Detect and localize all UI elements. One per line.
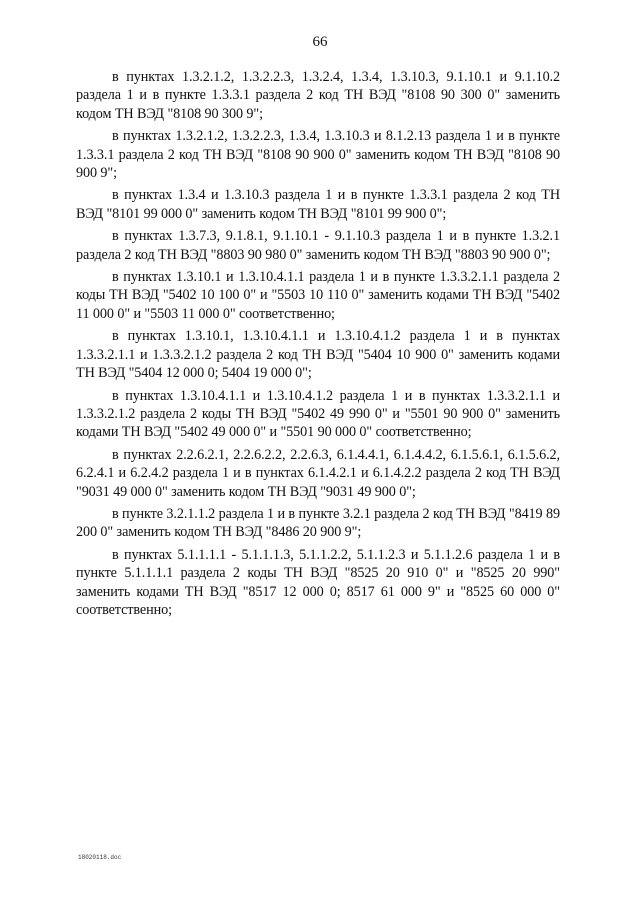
paragraph: в пункте 3.2.1.1.2 раздела 1 и в пункте 3.2.1 раздела 2 код ТН ВЭД "8419 89 200 0" заменить кодом ТН ВЭД "8486 20 900 9"; bbox=[76, 505, 560, 541]
paragraph: в пунктах 1.3.7.3, 9.1.8.1, 9.1.10.1 - 9.1.10.3 раздела 1 и в пункте 1.3.2.1 раздела 2 код ТН ВЭД "8803 90 980 0" заменить кодом ТН ВЭД "8803 90 900 0"; bbox=[76, 228, 560, 263]
footer-document-code: 18020118.doc bbox=[78, 854, 122, 861]
paragraph: в пунктах 2.2.6.2.1, 2.2.6.2.2, 2.2.6.3, 6.1.4.4.1, 6.1.4.4.2, 6.1.5.6.1, 6.1.5.6.2, 6.2.4.1 и 6.2.4.2 раздела 1 и в пунктах 6.1.4.2.1 и 6.1.4.2.2 раздела 2 код ТН ВЭД "9031 49 000 0" заменить кодом ТН ВЭД "9031 49 900 0"; bbox=[76, 446, 560, 500]
paragraph: в пунктах 1.3.2.1.2, 1.3.2.2.3, 1.3.4, 1.3.10.3 и 8.1.2.13 раздела 1 и в пункте 1.3.3.1 раздела 2 код ТН ВЭД "8108 90 900 0" заменить кодом ТН ВЭД "8108 90 900 9"; bbox=[76, 128, 560, 182]
paragraph: в пунктах 1.3.10.4.1.1 и 1.3.10.4.1.2 раздела 1 и в пунктах 1.3.3.2.1.1 и 1.3.3.2.1.2 раздела 2 коды ТН ВЭД "5402 49 990 0" и "5501 90 900 0" заменить кодами ТН ВЭД "5402 49 000 0" и "5501 90 000 0" соответственно; bbox=[76, 387, 560, 441]
paragraph: в пунктах 5.1.1.1.1 - 5.1.1.1.3, 5.1.1.2.2, 5.1.1.2.3 и 5.1.1.2.6 раздела 1 и в пункте 5.1.1.1.1 раздела 2 коды ТН ВЭД "8525 20 910 0" и "8525 20 990" заменить кодами ТН ВЭД "8517 12 000 0; 8517 61 000 9" и "8525 60 000 0" соответственно; bbox=[76, 546, 560, 618]
paragraph: в пунктах 1.3.4 и 1.3.10.3 раздела 1 и в пункте 1.3.3.1 раздела 2 код ТН ВЭД "8101 99 000 0" заменить кодом ТН ВЭД "8101 99 900 0"; bbox=[76, 187, 560, 222]
document-body bbox=[76, 68, 560, 623]
page-number: 66 bbox=[312, 34, 328, 50]
paragraph: в пунктах 1.3.10.1, 1.3.10.4.1.1 и 1.3.10.4.1.2 раздела 1 и в пунктах 1.3.3.2.1.1 и 1.3.3.2.1.2 раздела 2 код ТН ВЭД "5404 10 900 0" заменить кодами ТН ВЭД "5404 12 000 0; 5404 19 000 0"; bbox=[76, 328, 560, 382]
paragraph: в пунктах 1.3.2.1.2, 1.3.2.2.3, 1.3.2.4, 1.3.4, 1.3.10.3, 9.1.10.1 и 9.1.10.2 раздела 1 и в пункте 1.3.3.1 раздела 2 код ТН ВЭД "8108 90 300 0" заменить кодом ТН ВЭД "8108 90 300 9"; bbox=[76, 69, 560, 122]
paragraph: в пунктах 1.3.10.1 и 1.3.10.4.1.1 раздела 1 и в пункте 1.3.3.2.1.1 раздела 2 коды ТН ВЭД "5402 10 100 0" и "5503 10 110 0" заменить кодами ТН ВЭД "5402 11 000 0" и "5503 11 000 0" соответственно; bbox=[76, 269, 560, 322]
